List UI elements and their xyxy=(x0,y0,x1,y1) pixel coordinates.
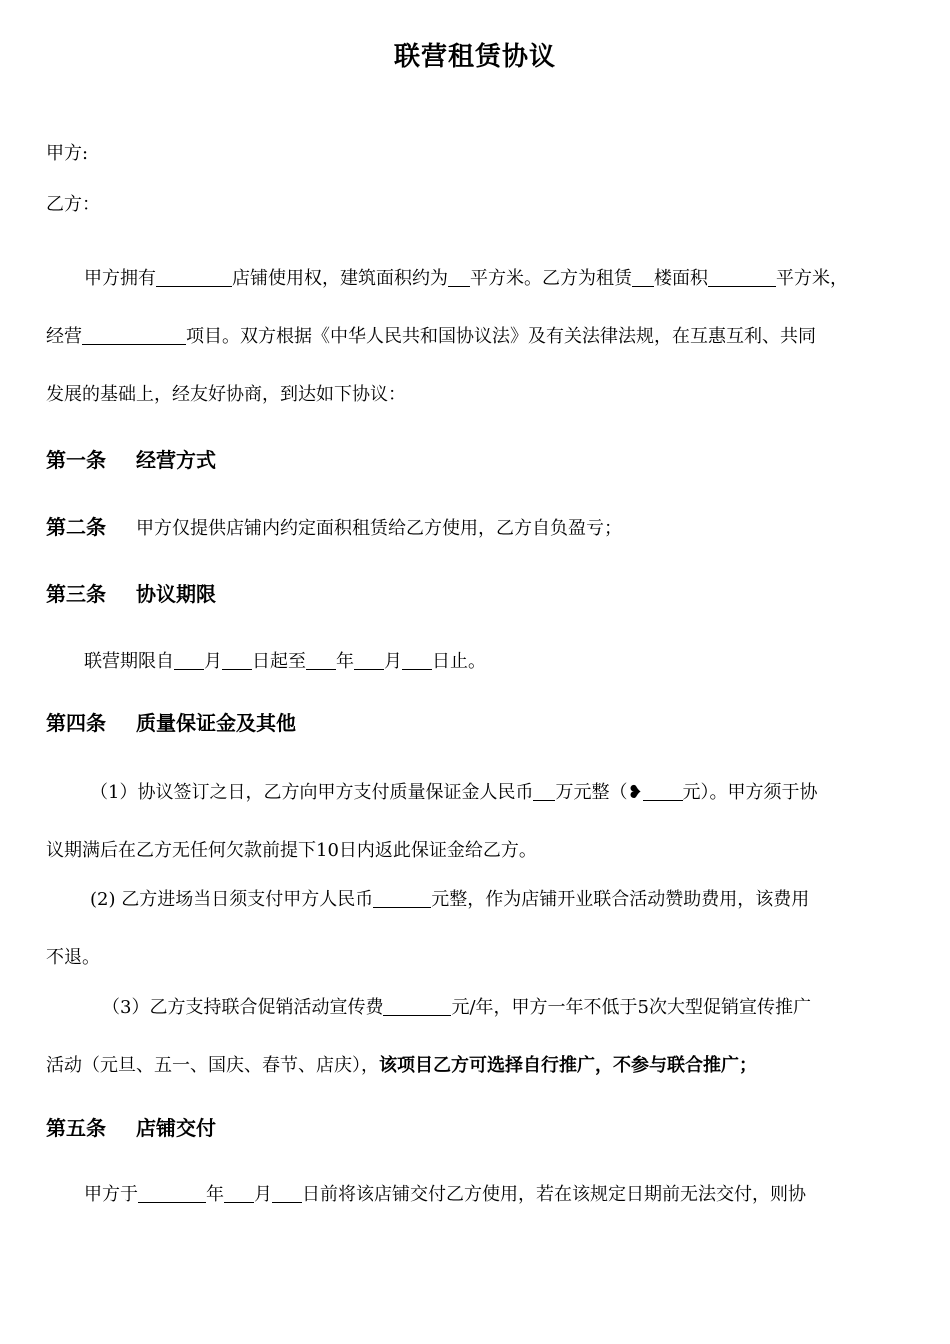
article-title: 协议期限 xyxy=(136,582,216,606)
article-title: 质量保证金及其他 xyxy=(136,711,296,735)
article-number: 第四条 xyxy=(46,711,106,735)
party-b-label: 乙方： xyxy=(46,194,100,215)
deposit-item-3-line-2 xyxy=(46,1054,757,1078)
article-number: 第二条 xyxy=(46,515,106,539)
blank-field[interactable] xyxy=(222,651,252,670)
blank-field[interactable] xyxy=(448,268,470,287)
text: 日前将该店铺交付乙方使用，若在该规定日期前无法交付，则协 xyxy=(302,1184,806,1205)
text: 万元整（ xyxy=(555,782,628,803)
text: 月 xyxy=(384,651,402,672)
blank-field[interactable] xyxy=(138,1184,206,1203)
blank-field[interactable] xyxy=(643,782,683,801)
blank-field[interactable] xyxy=(82,326,186,345)
text: （3）乙方支持联合促销活动宣传费 xyxy=(102,997,384,1018)
text: 楼面积 xyxy=(654,268,708,289)
deposit-item-3-line-1 xyxy=(102,996,811,1020)
text: 日止。 xyxy=(432,651,486,672)
text: （1）协议签订之日，乙方向甲方支付质量保证金人民币 xyxy=(90,782,534,803)
text: 日起至 xyxy=(252,651,306,672)
blank-field[interactable] xyxy=(306,651,336,670)
text: 联营期限自 xyxy=(84,651,174,672)
preamble-line-1 xyxy=(84,267,848,291)
blank-field[interactable] xyxy=(632,268,654,287)
text: 月 xyxy=(254,1184,272,1205)
text: 年 xyxy=(336,651,354,672)
text: 元/年，甲方一年不低于5次大型促销宣传推广 xyxy=(451,997,811,1018)
article-number: 第三条 xyxy=(46,582,106,606)
blank-field[interactable] xyxy=(272,1184,302,1203)
term-period-line xyxy=(84,650,486,674)
text: 年 xyxy=(206,1184,224,1205)
text: 甲方于 xyxy=(84,1184,138,1205)
text: 元整，作为店铺开业联合活动赞助费用，该费用 xyxy=(431,889,810,910)
article-5-heading xyxy=(46,1116,216,1140)
blank-field[interactable] xyxy=(402,651,432,670)
bold-text: 该项目乙方可选择自行推广，不参与联合推广； xyxy=(379,1055,757,1076)
blank-field[interactable] xyxy=(533,782,555,801)
blank-field[interactable] xyxy=(156,268,232,287)
article-1-heading xyxy=(46,448,216,472)
text: 平方米， xyxy=(776,268,848,289)
article-2-heading xyxy=(46,515,622,541)
text: 活动（元旦、五一、国庆、春节、店庆）， xyxy=(46,1055,379,1076)
text: 月 xyxy=(204,651,222,672)
deposit-item-1-line-1 xyxy=(90,781,818,805)
article-title: 店铺交付 xyxy=(136,1116,216,1140)
blank-field[interactable] xyxy=(354,651,384,670)
text: 甲方拥有 xyxy=(84,268,156,289)
blank-field[interactable] xyxy=(224,1184,254,1203)
document-title: 联营租赁协议 xyxy=(393,42,556,72)
text: 平方米。乙方为租赁 xyxy=(470,268,632,289)
blank-field[interactable] xyxy=(383,997,451,1016)
article-title: 经营方式 xyxy=(136,448,216,472)
article-number: 第五条 xyxy=(46,1116,106,1140)
heart-arrow-icon: ❥ xyxy=(627,782,643,803)
blank-field[interactable] xyxy=(373,889,431,908)
text: 经营 xyxy=(46,326,82,347)
text: 店铺使用权，建筑面积约为 xyxy=(232,268,448,289)
blank-field[interactable] xyxy=(174,651,204,670)
deposit-item-2-line-1 xyxy=(90,888,809,912)
party-a-label: 甲方: xyxy=(46,143,89,164)
deposit-item-1-line-2: 议期满后在乙方无任何欠款前提下10日内返此保证金给乙方。 xyxy=(46,840,537,861)
article-3-heading xyxy=(46,582,216,606)
preamble-line-2 xyxy=(46,325,816,349)
article-text: 甲方仅提供店铺内约定面积租赁给乙方使用，乙方自负盈亏； xyxy=(136,518,622,539)
blank-field[interactable] xyxy=(708,268,776,287)
preamble-line-3: 发展的基础上，经友好协商，到达如下协议： xyxy=(46,384,406,405)
article-number: 第一条 xyxy=(46,448,106,472)
text: 项目。双方根据《中华人民共和国协议法》及有关法律法规，在互惠互利、共同 xyxy=(186,326,816,347)
article-4-heading xyxy=(46,711,296,735)
deposit-item-2-line-2: 不退。 xyxy=(46,947,100,968)
delivery-line xyxy=(84,1183,806,1207)
text: 元）。甲方须于协 xyxy=(682,782,818,803)
text: (2) 乙方进场当日须支付甲方人民币 xyxy=(90,889,374,910)
